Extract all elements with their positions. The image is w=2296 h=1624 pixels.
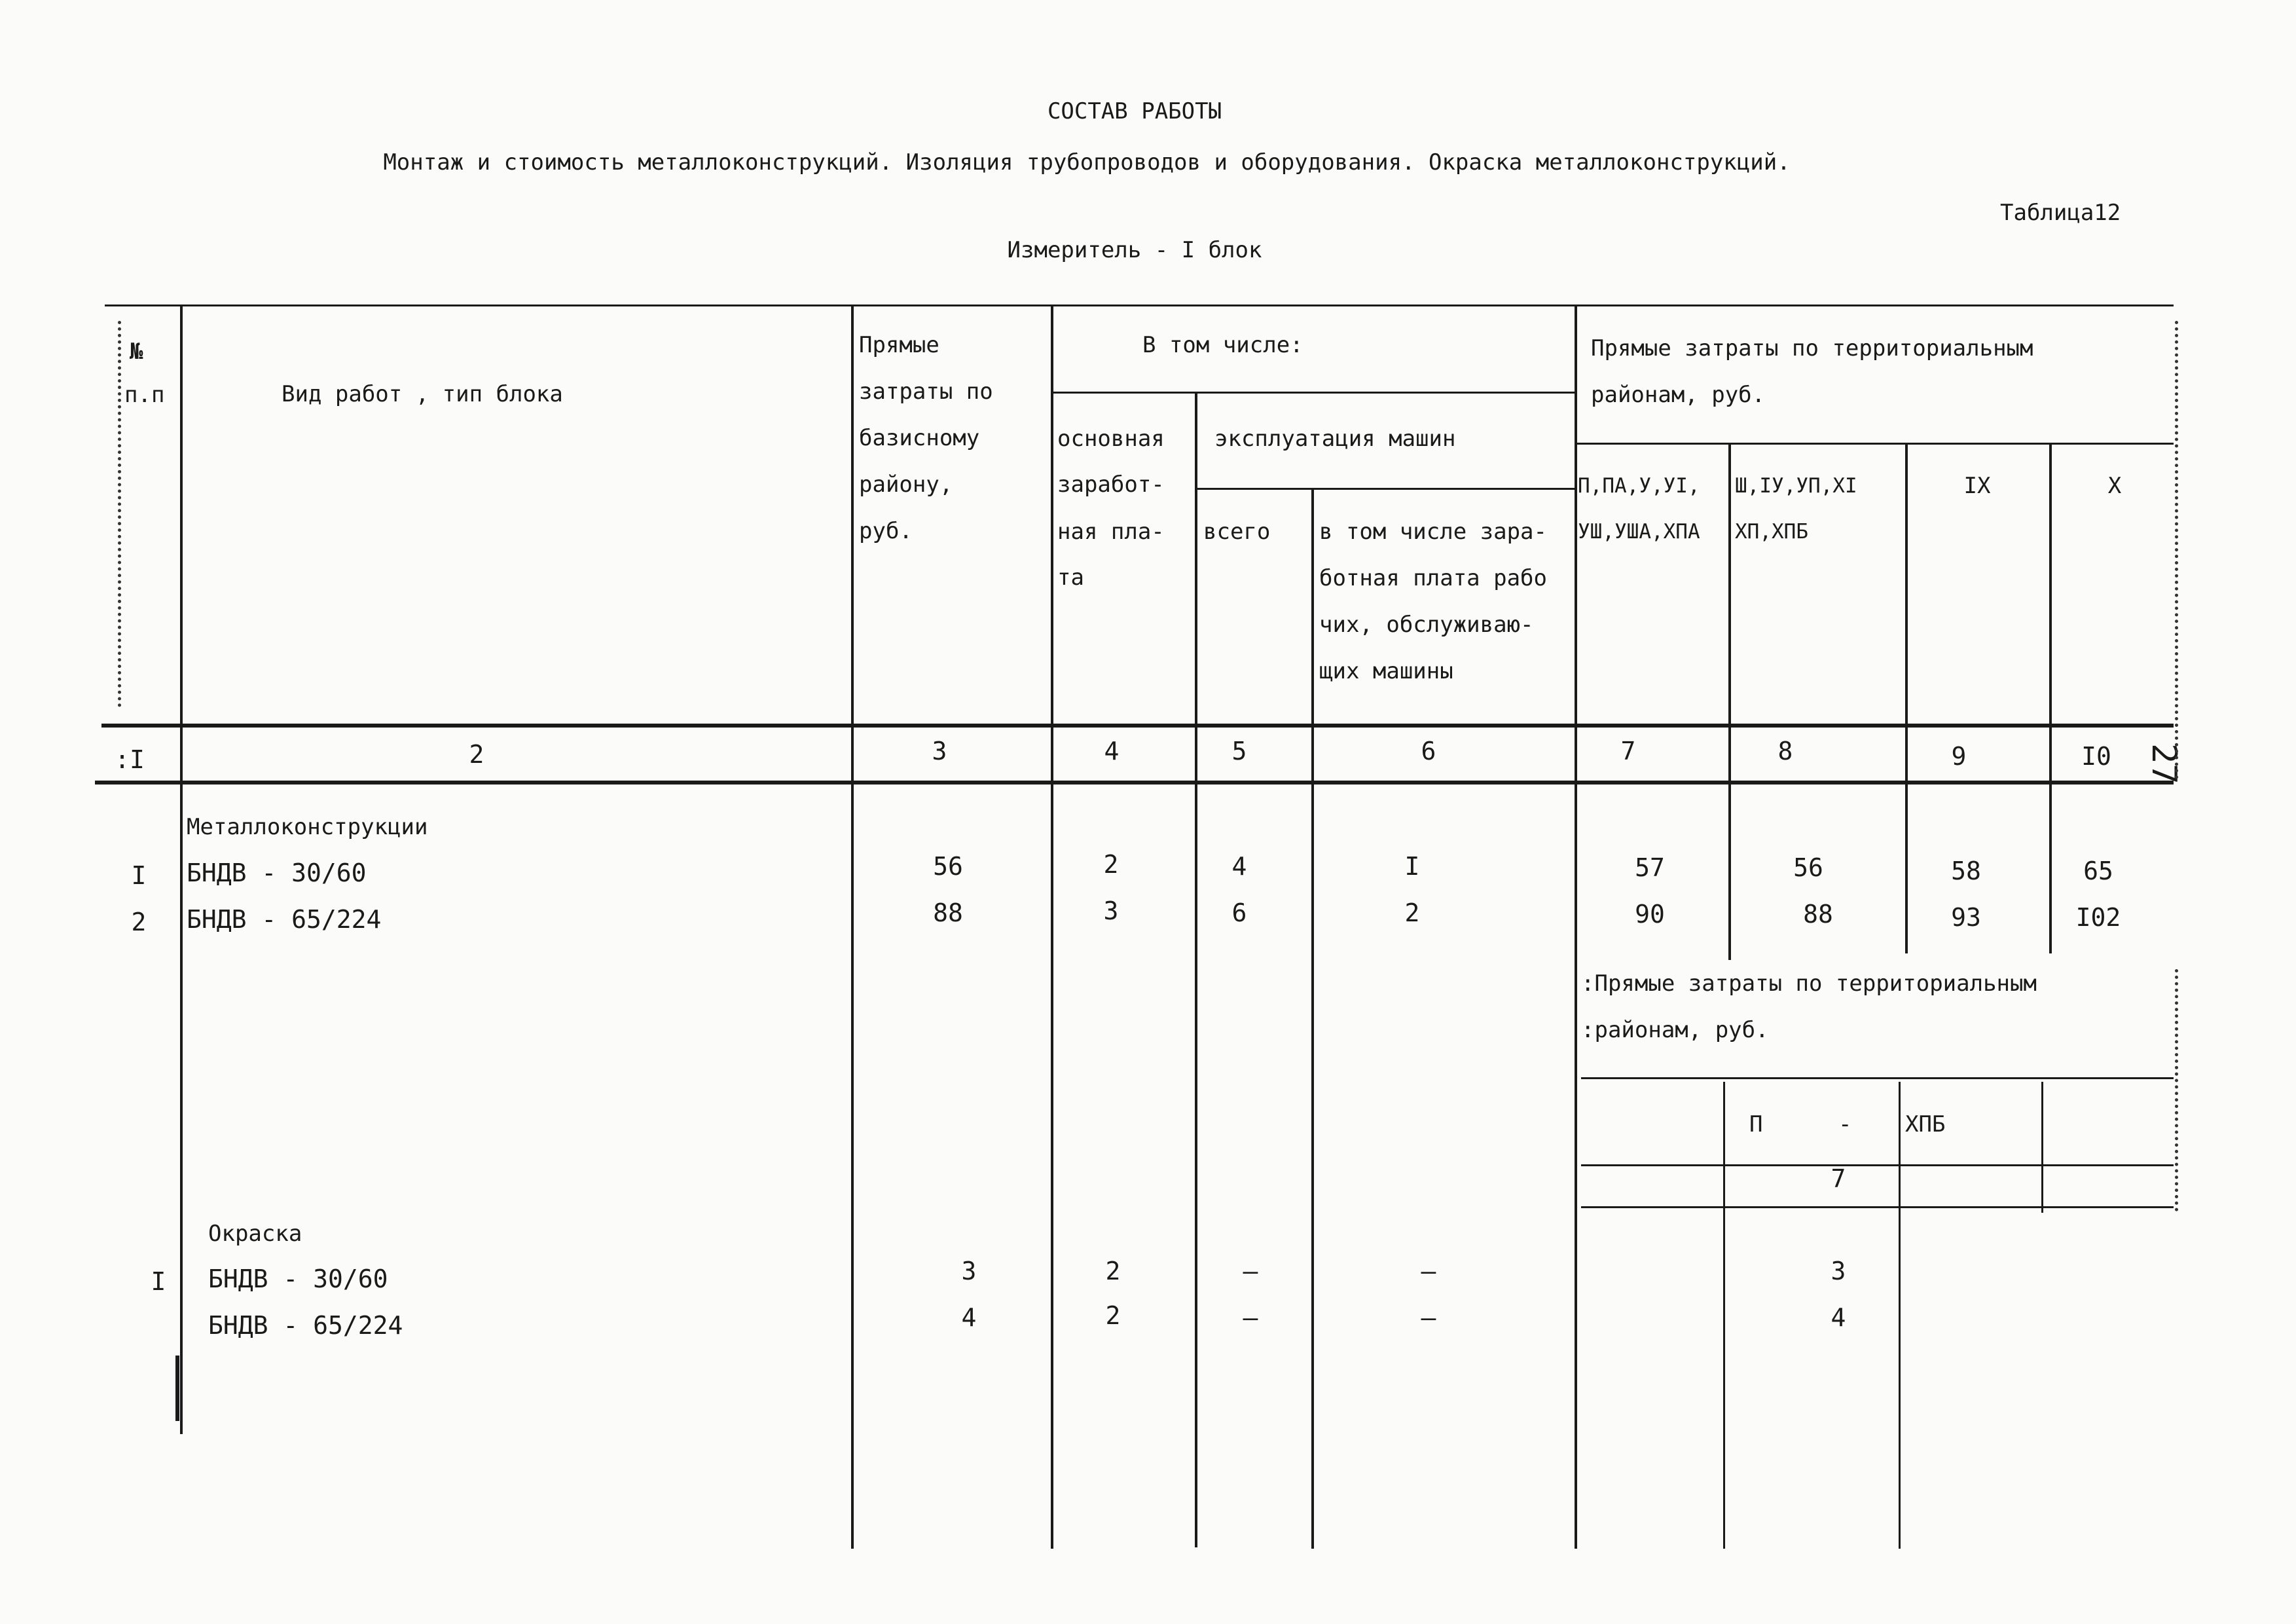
header-no-pp: п.п xyxy=(124,382,165,408)
s1-row2-name: БНДВ - 65/224 xyxy=(187,905,382,934)
header-terr-2: районам, руб. xyxy=(1591,382,1766,408)
colnum-7: 7 xyxy=(1620,737,1636,766)
s1-row2-c3: 88 xyxy=(933,898,963,927)
subheader-terr-1: :Прямые затраты по территориальным xyxy=(1581,970,2037,997)
s1-row2-c8: 88 xyxy=(1803,900,1833,929)
subheader-line-3 xyxy=(1581,1206,2174,1208)
header-region-9: IX xyxy=(1963,473,1991,499)
colnum-8: 8 xyxy=(1777,737,1793,766)
left-bottom-mark xyxy=(175,1356,179,1421)
measure-unit: Измеритель - I блок xyxy=(1007,237,1262,263)
subheader-vline-1 xyxy=(1723,1082,1725,1549)
col-line-4 xyxy=(1195,392,1197,1547)
col-line-1 xyxy=(180,304,183,1434)
s2-row1-c4: 2 xyxy=(1105,1257,1121,1285)
colnum-6: 6 xyxy=(1421,737,1436,766)
header-expl: эксплуатация машин xyxy=(1214,426,1456,452)
page-number: 27 xyxy=(2144,743,2183,784)
colnum-1: :I xyxy=(115,745,145,774)
s1-row1-name: БНДВ - 30/60 xyxy=(187,858,367,887)
subheader-line-1 xyxy=(1581,1077,2174,1079)
s2-row1-c6: – xyxy=(1421,1257,1436,1285)
vtomchisle-under-line xyxy=(1051,392,1575,394)
colnum-2: 2 xyxy=(469,740,484,769)
header-vtch-4: щих машины xyxy=(1319,658,1453,684)
header-no-symbol: № xyxy=(130,339,143,365)
s1-row2-c9: 93 xyxy=(1951,903,1981,932)
header-direct-2: затраты по xyxy=(859,378,993,405)
s2-row2-name: БНДВ - 65/224 xyxy=(208,1311,403,1340)
header-osn-1: основная xyxy=(1057,426,1165,452)
s1-row1-c9: 58 xyxy=(1951,857,1981,885)
header-top-line xyxy=(105,304,2174,306)
s1-row1-c10: 65 xyxy=(2083,857,2113,885)
colnum-9: 9 xyxy=(1951,742,1967,771)
col-line-7 xyxy=(1728,443,1731,960)
header-direct-4: району, xyxy=(859,471,953,498)
s1-row2-c4: 3 xyxy=(1103,896,1119,925)
s1-row1-c3: 56 xyxy=(933,852,963,881)
header-direct-3: базисному xyxy=(859,425,980,451)
s1-row2-c6: 2 xyxy=(1404,898,1420,927)
header-osn-2: заработ- xyxy=(1057,471,1165,498)
colnum-5: 5 xyxy=(1231,737,1247,766)
header-region-7a: П,ПА,У,УI, xyxy=(1578,474,1700,498)
s1-row1-no: I xyxy=(131,861,147,890)
subheader-range-to: ХПБ xyxy=(1905,1111,1946,1137)
subheader-col-no: 7 xyxy=(1831,1164,1846,1193)
subheader-vline-2 xyxy=(1899,1082,1901,1549)
header-bottom-line xyxy=(101,724,2174,728)
s2-row1-c7: 3 xyxy=(1831,1257,1846,1285)
subheader-terr-2: :районам, руб. xyxy=(1581,1017,1769,1043)
subheader-range-from: П xyxy=(1749,1111,1763,1137)
col-line-3 xyxy=(1051,304,1053,1549)
col-line-8 xyxy=(1905,443,1908,953)
section1-title: Металлоконструкции xyxy=(187,814,428,840)
header-vtch-3: чих, обслуживаю- xyxy=(1319,612,1534,638)
s1-row1-c8: 56 xyxy=(1793,853,1823,882)
subheader-vline-3 xyxy=(2041,1082,2043,1213)
doc-subtitle: Монтаж и стоимость металлоконструкций. Изоляция трубопроводов и оборудования. Окраска металлоконструкций. xyxy=(383,149,1791,175)
header-vid-rabot: Вид работ , тип блока xyxy=(282,381,563,407)
s1-row2-c10: I02 xyxy=(2075,903,2121,932)
col-line-6 xyxy=(1575,304,1577,1549)
header-region-8b: XП,ХПБ xyxy=(1735,520,1808,544)
right-dotted-border xyxy=(2175,321,2178,779)
s2-row2-c5: – xyxy=(1243,1303,1258,1332)
header-region-7b: УШ,УША,ХПА xyxy=(1578,520,1700,544)
s1-row2-c5: 6 xyxy=(1231,898,1247,927)
col-line-2 xyxy=(851,304,854,1549)
s2-row2-c7: 4 xyxy=(1831,1303,1846,1332)
s2-row1-c5: – xyxy=(1243,1257,1258,1285)
header-direct-5: руб. xyxy=(859,518,913,544)
s2-row1-c3: 3 xyxy=(961,1257,977,1285)
header-terr-1: Прямые затраты по территориальным xyxy=(1591,335,2033,361)
terr-under-line xyxy=(1575,443,2174,445)
s2-row2-c4: 2 xyxy=(1105,1301,1121,1330)
header-direct-1: Прямые xyxy=(859,332,939,358)
table-label: Таблица12 xyxy=(2000,200,2121,226)
subheader-line-2 xyxy=(1581,1164,2174,1166)
header-vtch-1: в том числе зара- xyxy=(1319,519,1547,545)
colnum-bottom-line xyxy=(95,781,2174,784)
colnum-4: 4 xyxy=(1104,737,1120,766)
s1-row2-c7: 90 xyxy=(1635,900,1665,929)
s1-row1-c5: 4 xyxy=(1231,852,1247,881)
header-region-10: X xyxy=(2107,473,2122,499)
section2-title: Окраска xyxy=(208,1221,302,1247)
col-line-9 xyxy=(2049,443,2052,953)
header-osn-4: та xyxy=(1057,564,1084,591)
subheader-right-dots xyxy=(2175,969,2178,1211)
left-dotted-border xyxy=(118,321,121,707)
colnum-10: I0 xyxy=(2081,742,2111,771)
s1-row1-c7: 57 xyxy=(1635,853,1665,882)
doc-title: СОСТАВ РАБОТЫ xyxy=(1047,98,1222,124)
s2-row2-c6: – xyxy=(1421,1303,1436,1332)
subheader-range-dash: - xyxy=(1838,1111,1852,1137)
s1-row1-c6: I xyxy=(1404,852,1420,881)
s2-row2-c3: 4 xyxy=(961,1303,977,1332)
expl-under-line xyxy=(1195,488,1575,490)
col-line-5 xyxy=(1311,488,1314,1549)
header-vsego: всего xyxy=(1203,519,1271,545)
s2-row1-name: БНДВ - 30/60 xyxy=(208,1264,388,1293)
header-region-8a: Ш,IУ,УП,XI xyxy=(1735,474,1857,498)
colnum-3: 3 xyxy=(932,737,947,766)
header-vtch-2: ботная плата рабо xyxy=(1319,565,1547,591)
s2-row1-no: I xyxy=(151,1267,166,1296)
s1-row2-no: 2 xyxy=(131,908,147,936)
header-v-tom-chisle: В том числе: xyxy=(1142,332,1303,358)
s1-row1-c4: 2 xyxy=(1103,850,1119,879)
header-osn-3: ная пла- xyxy=(1057,519,1165,545)
